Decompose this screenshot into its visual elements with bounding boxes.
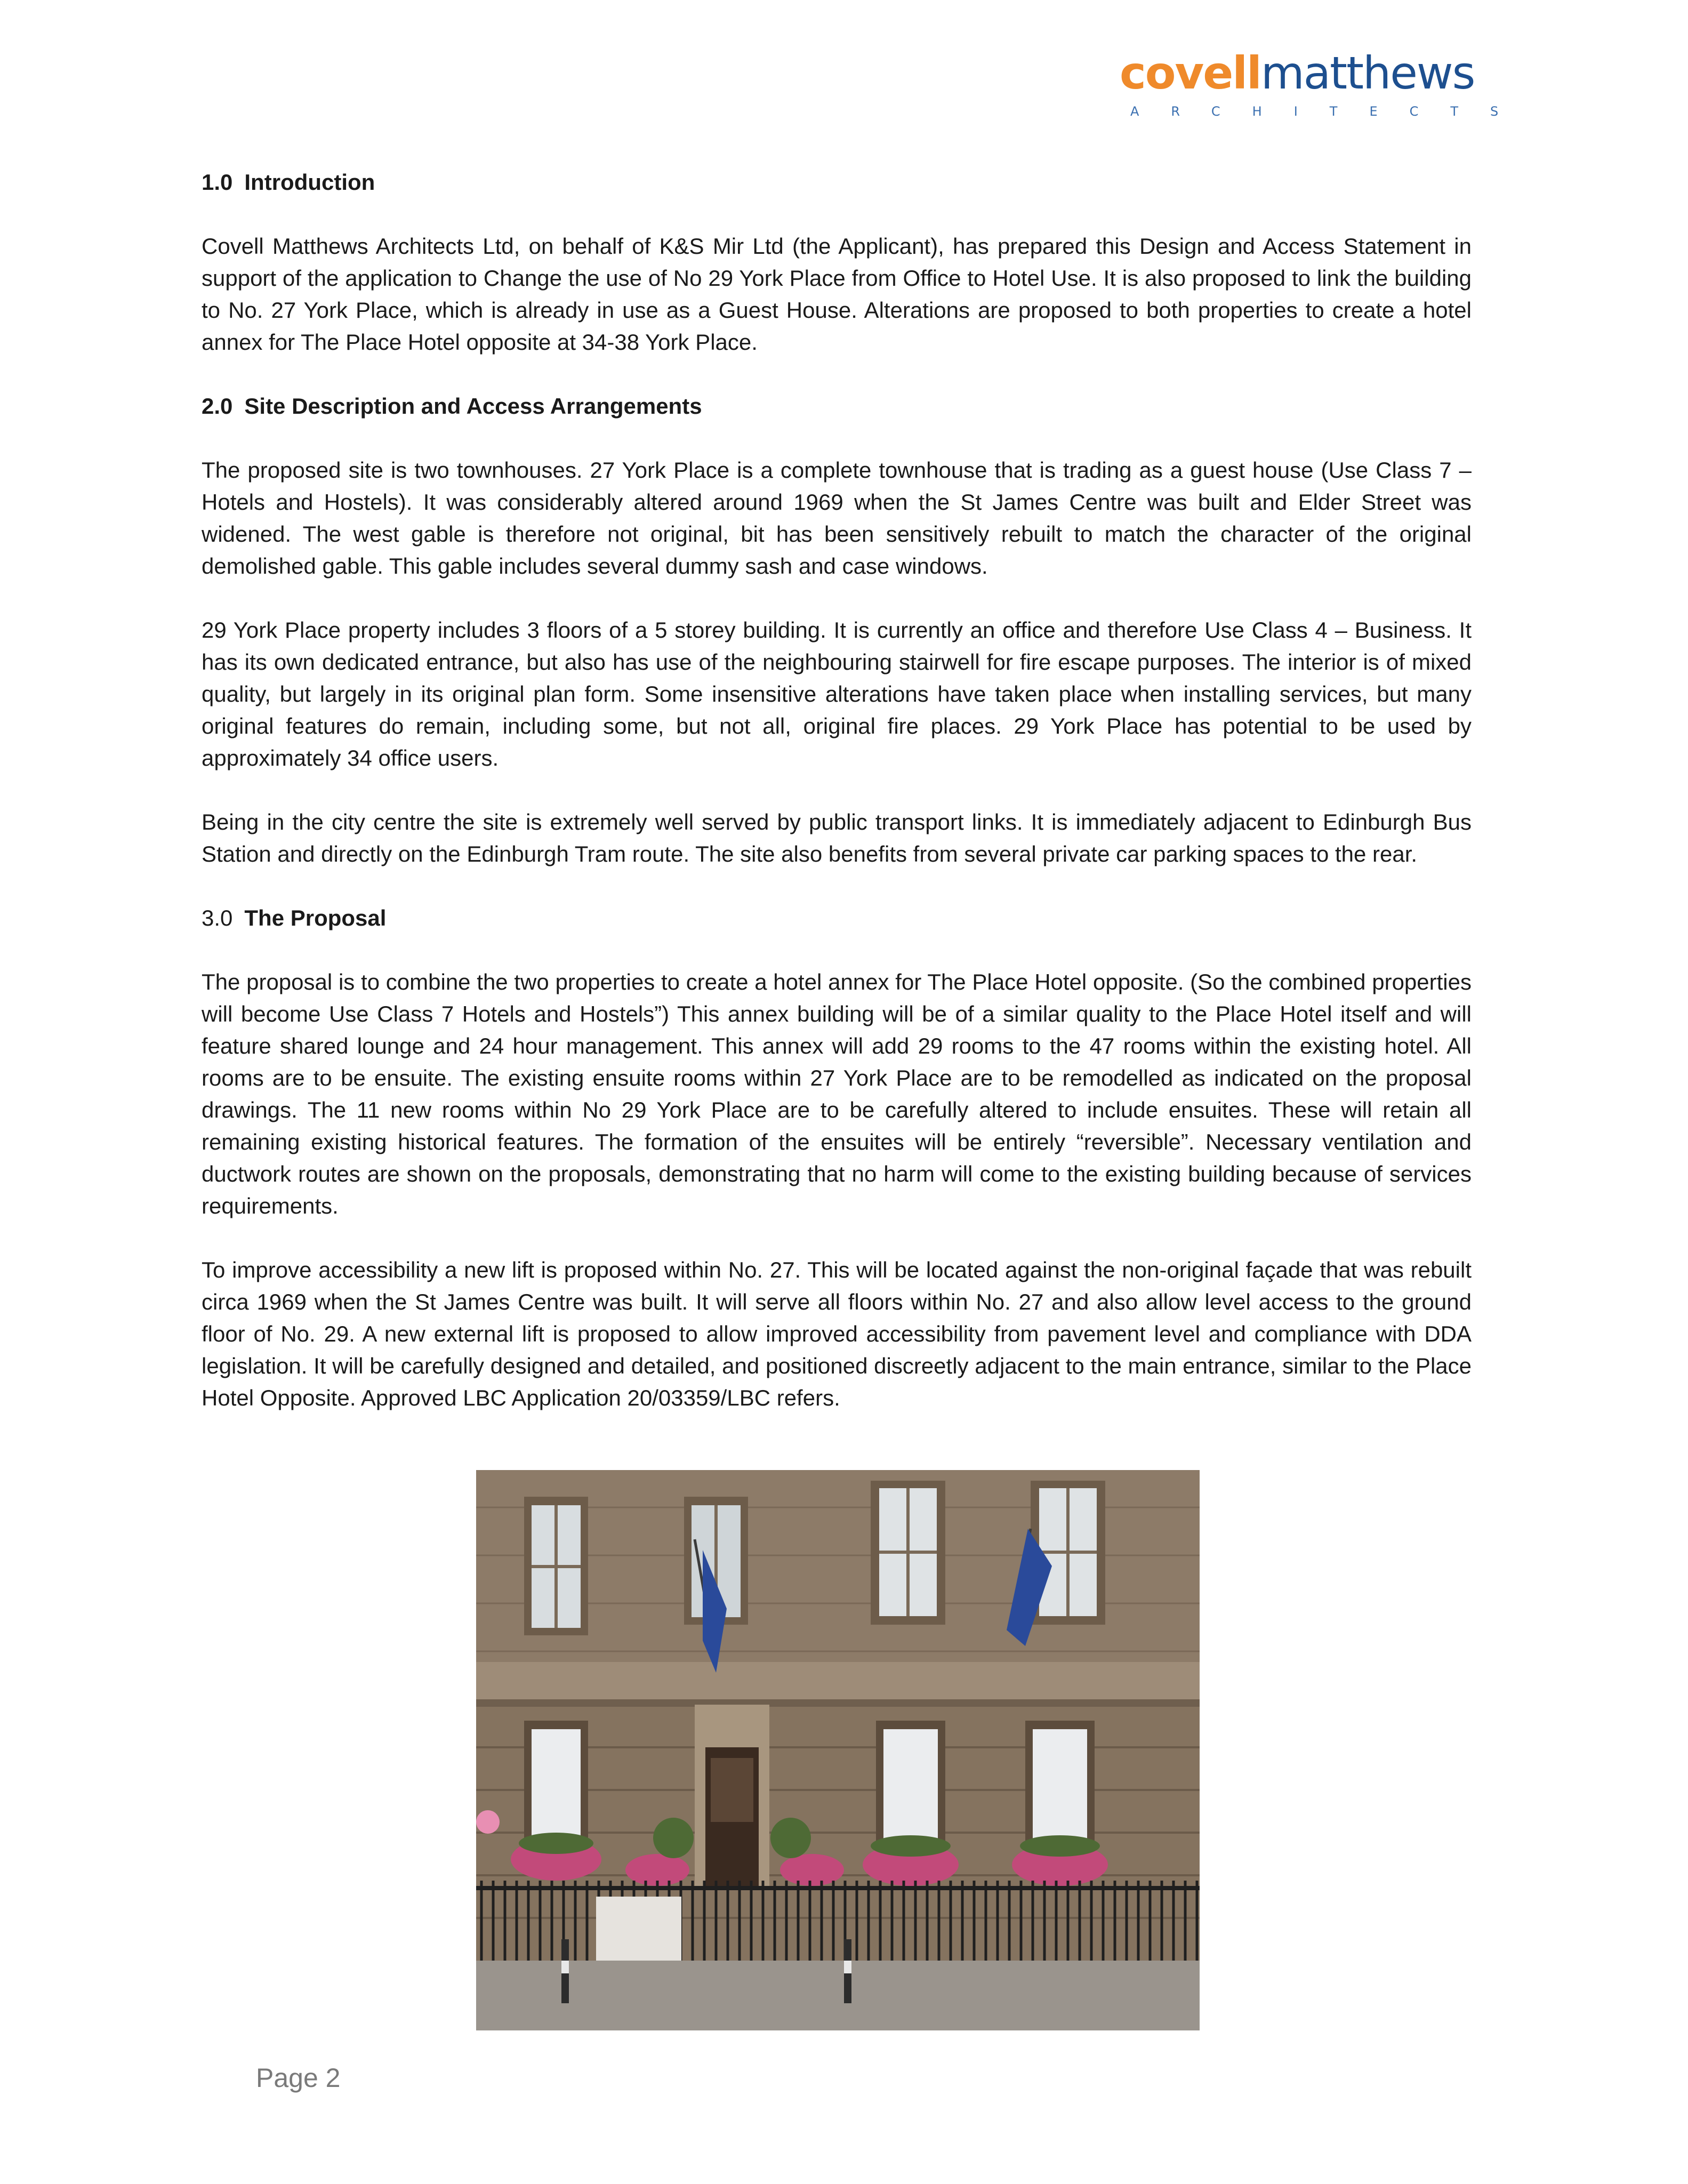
section-title: Site Description and Access Arrangements bbox=[244, 394, 702, 419]
logo-wordmark: covellmatthews bbox=[1120, 47, 1475, 99]
section-proposal bbox=[202, 902, 1472, 1414]
paragraph: To improve accessibility a new lift is proposed within No. 27. This will be located against the non-original façade that was rebuilt circa 1969 when the St James Centre was built. It will serve all floors within No. 27 and also allow level access to the ground floor of No. 29. A new external lift is proposed to allow improved accessibility from pavement level and compliance with DDA legislation. It will be carefully designed and detailed, and positioned discreetly adjacent to the main entrance, similar to the Place Hotel Opposite. Approved LBC Application 20/03359/LBC refers. bbox=[202, 1257, 1472, 1410]
paragraph: 29 York Place property includes 3 floors of a 5 storey building. It is currently an office and therefore Use Class 4 – Business. It has its own dedicated entrance, but also has use of the neighbouring stairwell for fire escape purposes. The interior is of mixed quality, but largely in its original plan form. Some insensitive alterations have taken place when installing services, but many original features do remain, including some, but not all, original fire places. 29 York Place has potential to be used by approximately 34 office users. bbox=[202, 617, 1472, 770]
section-number: 3.0 bbox=[202, 905, 233, 930]
section-title: Introduction bbox=[244, 170, 375, 195]
section-heading bbox=[202, 902, 1472, 934]
document-body bbox=[202, 166, 1472, 1446]
section-number: 2.0 bbox=[202, 394, 233, 419]
section-introduction bbox=[202, 166, 1472, 358]
section-number: 1.0 bbox=[202, 170, 233, 195]
hotel-facade-photo bbox=[476, 1470, 1200, 2030]
paragraph: Covell Matthews Architects Ltd, on behalf of K&S Mir Ltd (the Applicant), has prepared this Design and Access Statement in support of the application to Change the use of No 29 York Place from Office to Hotel Use. It is also proposed to link the building to No. 27 York Place, which is already in use as a Guest House. Alterations are proposed to both properties to create a hotel annex for The Place Hotel opposite at 34-38 York Place. bbox=[202, 234, 1472, 355]
section-title: The Proposal bbox=[244, 905, 387, 930]
company-logo bbox=[1120, 47, 1531, 125]
section-heading bbox=[202, 390, 1472, 422]
section-heading bbox=[202, 166, 1472, 198]
paragraph: The proposed site is two townhouses. 27 York Place is a complete townhouse that is trading as a guest house (Use Class 7 – Hotels and Hostels). It was considerably altered around 1969 when the St James Centre was built and Elder Street was widened. The west gable is therefore not original, bit has been sensitively rebuilt to match the character of the original demolished gable. This gable includes several dummy sash and case windows. bbox=[202, 457, 1472, 579]
page-number: Page 2 bbox=[256, 2063, 341, 2093]
paragraph: The proposal is to combine the two properties to create a hotel annex for The Place Hotel opposite. (So the combined properties will become Use Class 7 Hotels and Hostels”) This annex building will be of a similar quality to the Place Hotel itself and will feature shared lounge and 24 hour management. This annex will add 29 rooms to the 47 rooms within the existing hotel. All rooms are to be ensuite. The existing ensuite rooms within 27 York Place are to be remodelled as indicated on the proposal drawings. The 11 new rooms within No 29 York Place are to be carefully altered to include ensuites. These will retain all remaining existing historical features. The formation of the ensuites will be entirely “reversible”. Necessary ventilation and ductwork routes are shown on the proposals, demonstrating that no harm will come to the existing building because of services requirements. bbox=[202, 969, 1472, 1218]
logo-subtitle: ARCHITECTS bbox=[1130, 104, 1531, 119]
section-site-description bbox=[202, 390, 1472, 870]
paragraph: Being in the city centre the site is extremely well served by public transport links. It is immediately adjacent to Edinburgh Bus Station and directly on the Edinburgh Tram route. The site also benefits from several private car parking spaces to the rear. bbox=[202, 809, 1472, 866]
